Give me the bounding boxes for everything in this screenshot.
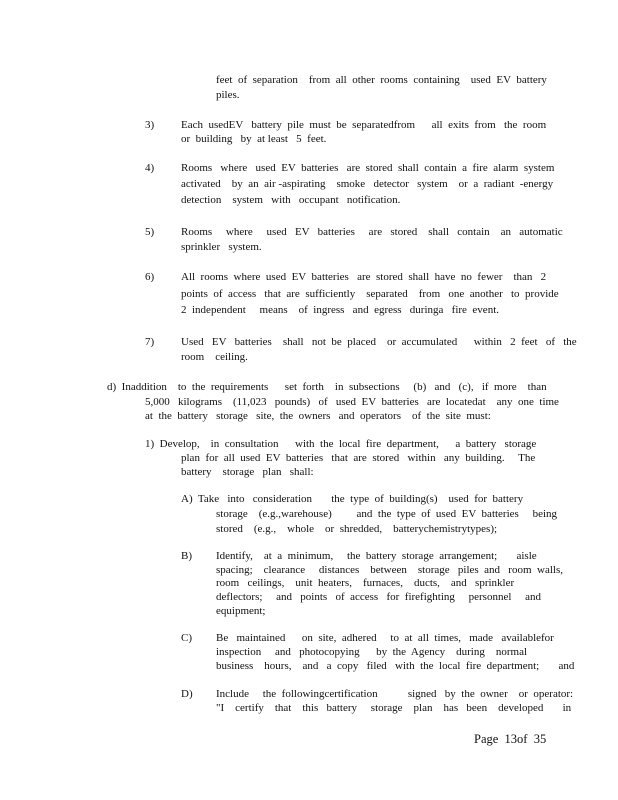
text-line: Be maintained on site, adhered to at all times, made availablefor bbox=[216, 632, 554, 644]
list-number: 7) bbox=[145, 336, 155, 348]
text-line: storage (e.g.,warehouse) and the type of used EV batteries being bbox=[216, 508, 558, 520]
text-line: Include the followingcertification signed by the owner or operator: bbox=[216, 688, 574, 700]
text-line: piles. bbox=[216, 89, 240, 101]
text-line: inspection and photocopying by the Agency during normal bbox=[216, 646, 528, 658]
text-line: spacing; clearance distances between storage piles and room walls, bbox=[216, 564, 563, 576]
text-line: or building by at least 5 feet. bbox=[181, 133, 327, 145]
text-line: at the battery storage site, the owners and operators of the site must: bbox=[145, 410, 491, 422]
text-line: Rooms where used EV batteries are stored shall contain an automatic bbox=[181, 226, 563, 238]
text-line: detection system with occupant notification. bbox=[181, 194, 401, 206]
list-number: 4) bbox=[145, 162, 155, 174]
text-line: room ceiling. bbox=[181, 351, 248, 363]
text-line: battery storage plan shall: bbox=[181, 466, 314, 478]
text-line: activated by an air -aspirating smoke detector system or a radiant -energy bbox=[181, 178, 554, 190]
text-line: Used EV batteries shall not be placed or accumulated within 2 feet of the bbox=[181, 336, 577, 348]
text-line: d) Inaddition to the requirements set forth in subsections (b) and (c), if more than bbox=[107, 381, 547, 393]
text-line: deflectors; and points of access for firefighting personnel and bbox=[216, 591, 542, 603]
text-line: plan for all used EV batteries that are stored within any building. The bbox=[181, 452, 536, 464]
text-line: points of access that are sufficiently separated from one another to provide bbox=[181, 288, 559, 300]
list-number: 5) bbox=[145, 226, 155, 238]
text-line: sprinkler system. bbox=[181, 241, 262, 253]
text-line: A) Take into consideration the type of building(s) used for battery bbox=[181, 493, 524, 505]
text-line: feet of separation from all other rooms containing used EV battery bbox=[216, 74, 547, 86]
text-line: 5,000 kilograms (11,023 pounds) of used EV batteries are locatedat any one time bbox=[145, 396, 559, 408]
text-line: 1) Develop, in consultation with the local fire department, a battery storage bbox=[145, 438, 537, 450]
text-line: stored (e.g., whole or shredded, batterychemistrytypes); bbox=[216, 523, 498, 535]
list-number: 3) bbox=[145, 119, 155, 131]
text-line: Each usedEV battery pile must be separatedfrom all exits from the room bbox=[181, 119, 547, 131]
text-line: 2 independent means of ingress and egress duringa fire event. bbox=[181, 304, 499, 316]
list-number: C) bbox=[181, 632, 192, 644]
list-number: D) bbox=[181, 688, 193, 700]
list-number: 6) bbox=[145, 271, 155, 283]
text-line: All rooms where used EV batteries are stored shall have no fewer than 2 bbox=[181, 271, 547, 283]
text-line: "I certify that this battery storage plan has been developed in bbox=[216, 702, 572, 714]
list-number: B) bbox=[181, 550, 192, 562]
text-line: Identify, at a minimum, the battery storage arrangement; aisle bbox=[216, 550, 537, 562]
text-line: Rooms where used EV batteries are stored shall contain a fire alarm system bbox=[181, 162, 555, 174]
text-line: business hours, and a copy filed with the local fire department; and bbox=[216, 660, 575, 672]
page-number: Page 13of 35 bbox=[474, 732, 547, 746]
text-line: room ceilings, unit heaters, furnaces, ducts, and sprinkler bbox=[216, 577, 515, 589]
text-line: equipment; bbox=[216, 605, 266, 617]
